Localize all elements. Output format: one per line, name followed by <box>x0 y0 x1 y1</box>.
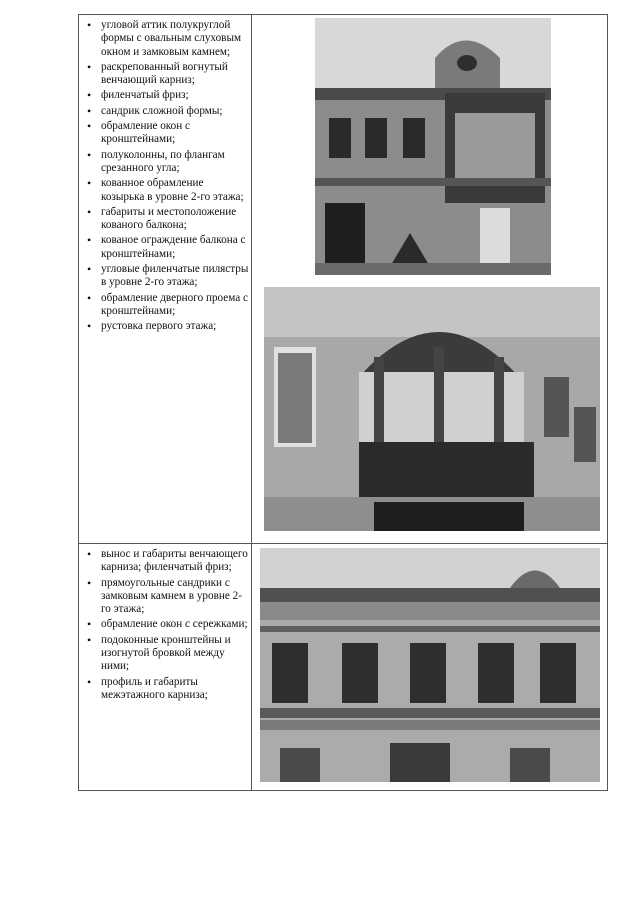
list-item: • прямоугольные сандрики с замковым камнем в уровне 2-го этажа; <box>87 577 249 617</box>
list-item: • кованное обрамление козырька в уровне 2-го этажа; <box>87 177 249 204</box>
balcony-photo <box>264 287 600 531</box>
list-item: • кованое ограждение балкона с кронштейнами; <box>87 234 249 261</box>
features-table <box>78 14 608 791</box>
list-item: • раскрепованный вогнутый венчающий карниз; <box>87 61 249 88</box>
list-item: • филенчатый фриз; <box>87 89 249 102</box>
features-cell <box>79 544 252 791</box>
list-item: • угловой аттик полукруглой формы с овальным слуховым окном и замковым камнем; <box>87 19 249 59</box>
table-row <box>79 15 608 544</box>
list-item: • рустовка первого этажа; <box>87 320 249 333</box>
list-item: • подоконные кронштейны и изогнутой бровкой между ними; <box>87 634 249 674</box>
features-cell <box>79 15 252 544</box>
list-item: • обрамление окон с кронштейнами; <box>87 120 249 147</box>
list-item: • полуколонны, по флангам срезанного угла; <box>87 149 249 176</box>
list-item: • обрамление окон с сережками; <box>87 618 249 631</box>
table-row <box>79 544 608 791</box>
photos-cell <box>252 15 608 544</box>
list-item: • сандрик сложной формы; <box>87 105 249 118</box>
list-item: • габариты и местоположение кованого балкона; <box>87 206 249 233</box>
photos-cell <box>252 544 608 791</box>
list-item: • вынос и габариты венчающего карниза; филенчатый фриз; <box>87 548 249 575</box>
list-item: • угловые филенчатые пилястры в уровне 2-го этажа; <box>87 263 249 290</box>
list-item: • профиль и габариты межэтажного карниза; <box>87 676 249 703</box>
building-corner-photo <box>315 18 551 275</box>
facade-photo <box>260 548 600 782</box>
features-list <box>79 544 251 702</box>
features-list <box>79 15 251 334</box>
list-item: • обрамление дверного проема с кронштейнами; <box>87 292 249 319</box>
